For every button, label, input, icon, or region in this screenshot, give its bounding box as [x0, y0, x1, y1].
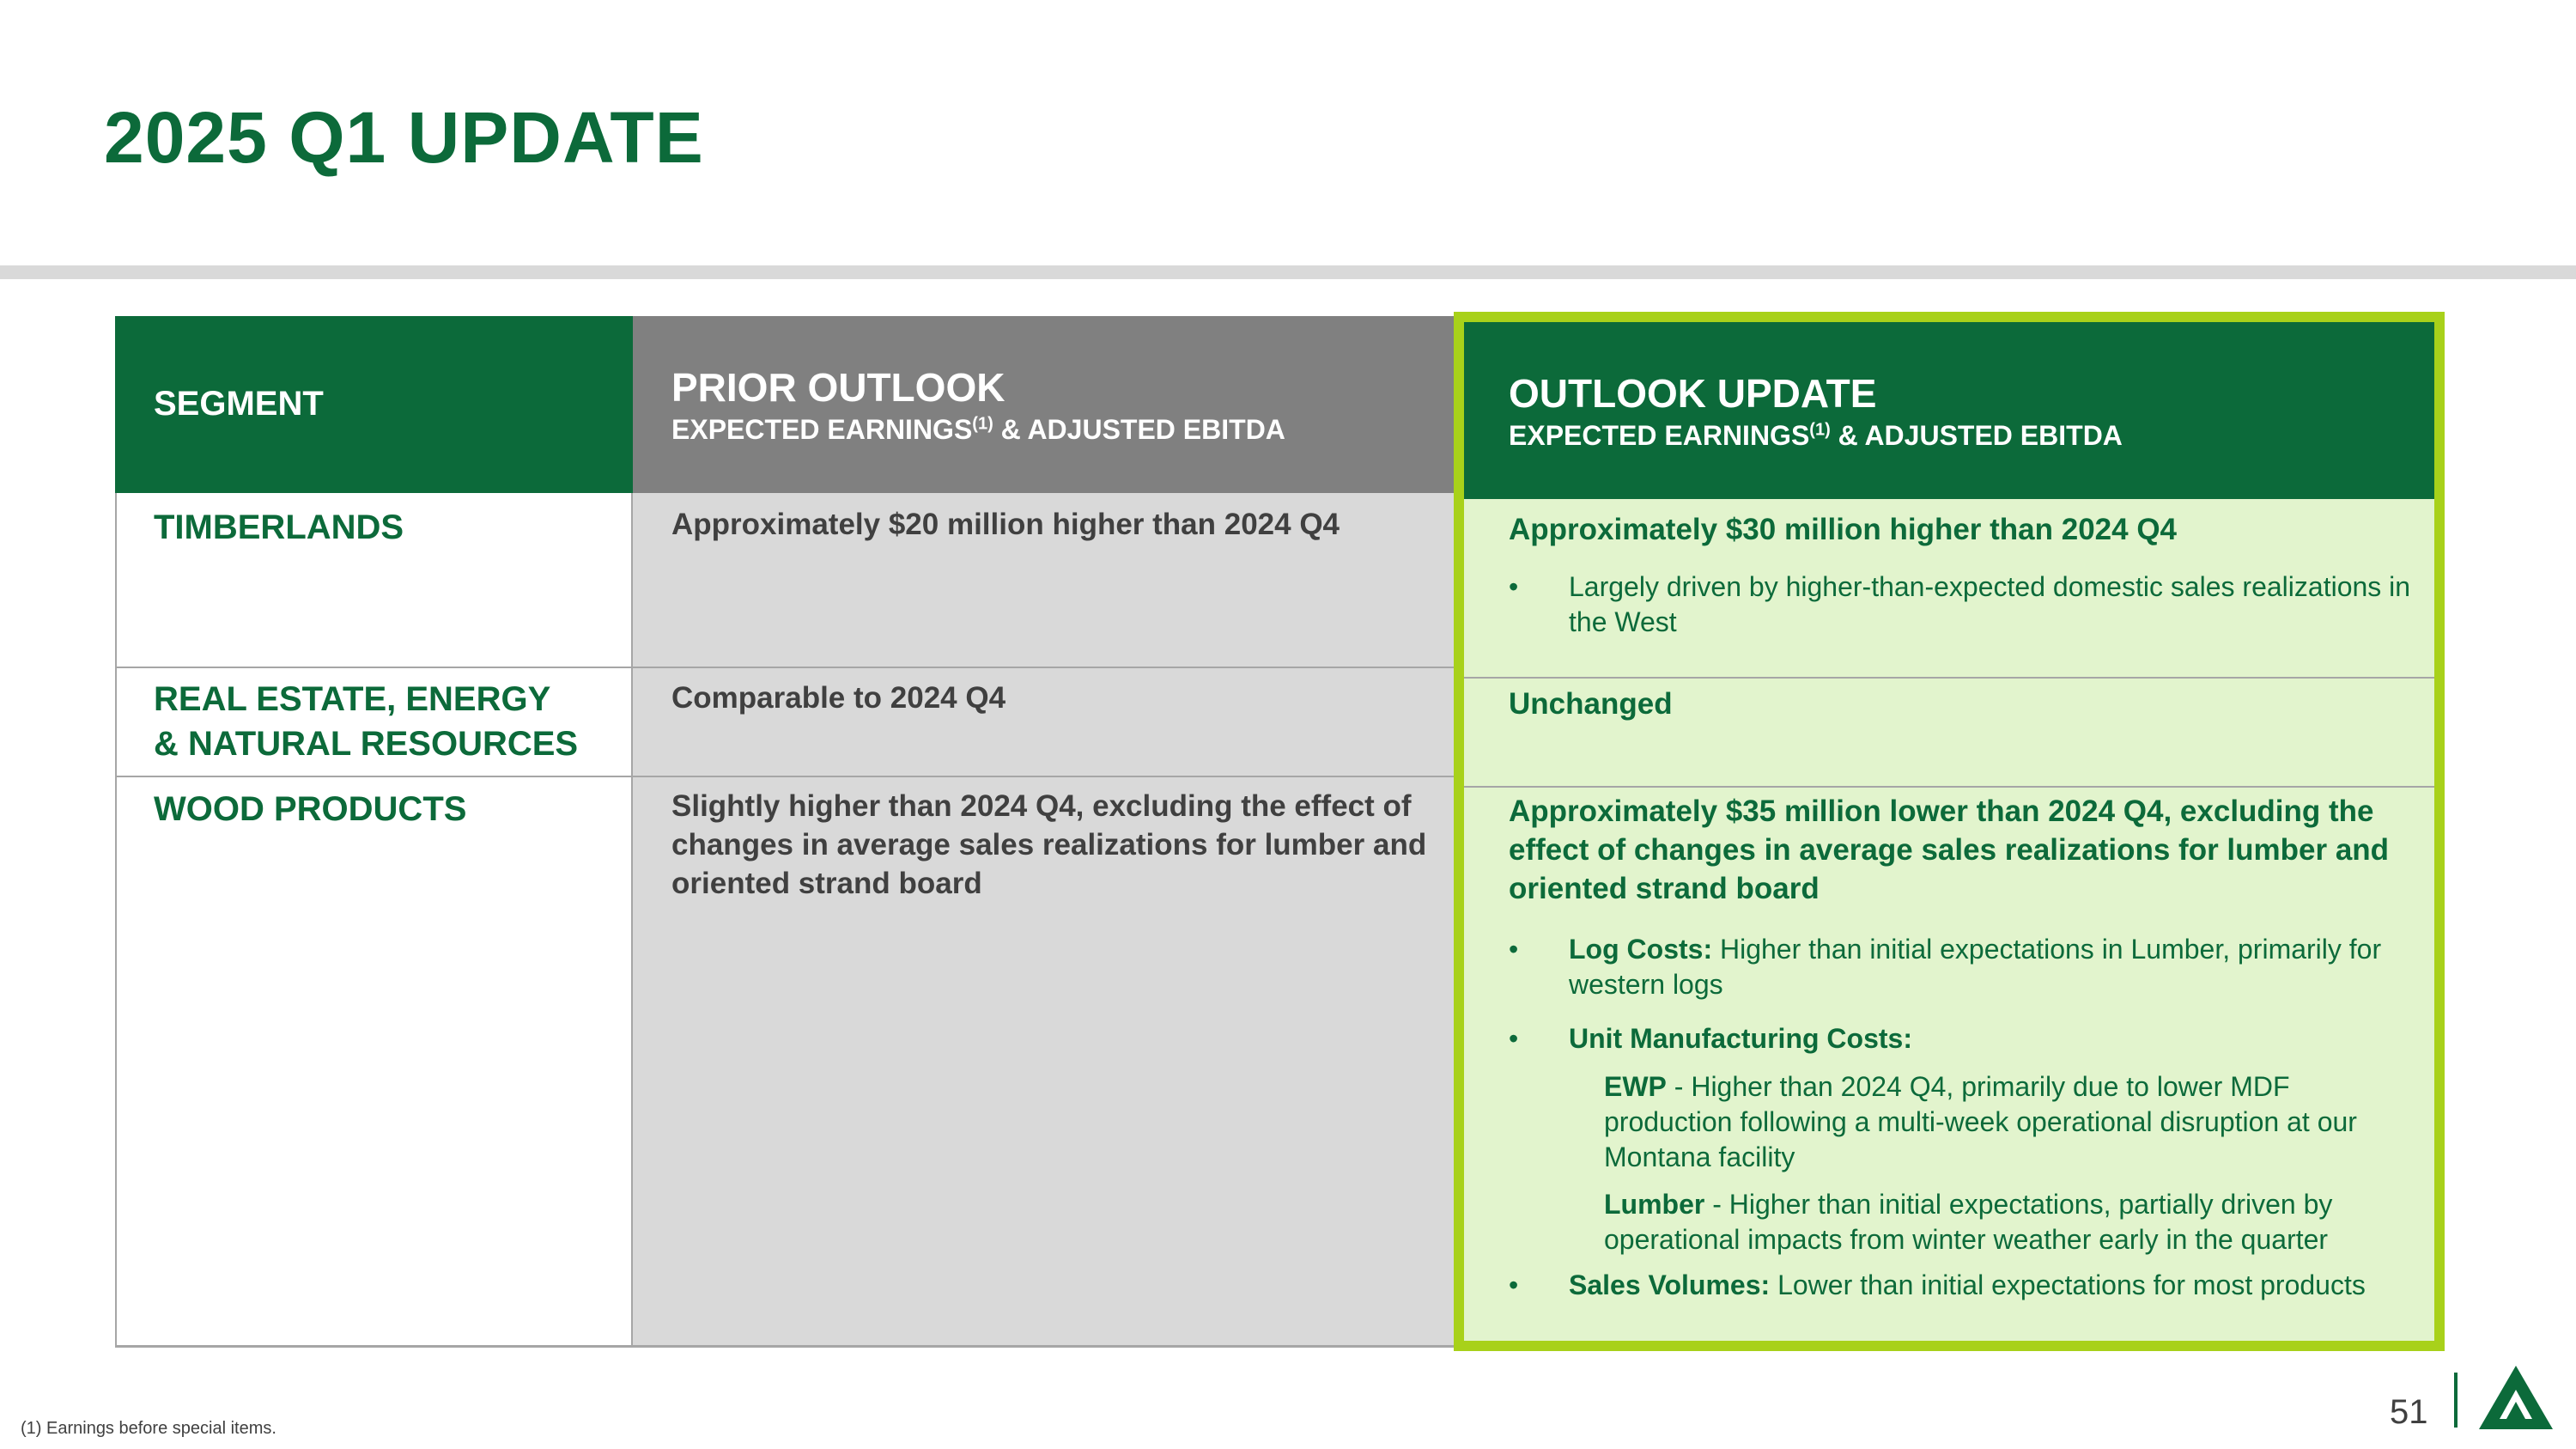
sub-item-ewp: EWP - Higher than 2024 Q4, primarily due to lower MDF production following a multi-week operational disruption at our Montana facility — [1604, 1071, 2357, 1172]
company-logo-icon — [2477, 1364, 2555, 1431]
row-divider — [115, 776, 1459, 777]
segment-wood-products: WOOD PRODUCTS — [154, 790, 467, 828]
page-number: 51 — [2390, 1393, 2428, 1431]
update-real-estate: Unchanged — [1509, 687, 1673, 721]
prior-wood-products: Slightly higher than 2024 Q4, excluding the effect of changes in average sales realizations for lumber and oriented strand board — [671, 789, 1427, 900]
outlook-update-column: OUTLOOK UPDATE EXPECTED EARNINGS$^{(1)}$ & ADJUSTED EBITDA Approximately $30 million higher than 2024 Q4 • Largely driven by higher-than-expected domestic sales realizations in the West Unchanged Approximately $35 million lower than 2024 Q4, excluding the effect of changes in average sales realizations for lumber and oriented strand board • Log Costs: Higher than initial expectations in Lumber, primarily for western logs • Unit Manufacturing Costs: EWP - Higher than 2024 Q4, primarily due to lower MDF production following a multi-week operational disruption at our Montana facility Lumber - Higher than initial expectations, partially driven by operational impacts from winter weather early in the quarter • Sales Volumes: Lower than initial expectations for most products — [1454, 312, 2445, 1351]
outlook-update-header — [1464, 322, 2434, 499]
segment-column — [115, 493, 633, 1347]
segment-timberlands: TIMBERLANDS — [154, 508, 404, 546]
table-bottom-border — [115, 1345, 1459, 1348]
prior-outlook-header — [633, 316, 1459, 493]
update-wood-products: Approximately $35 million lower than 2024 Q4, excluding the effect of changes in average sales realizations for lumber and oriented strand board — [1509, 795, 2390, 905]
row-divider — [1464, 786, 2434, 788]
segment-real-estate: REAL ESTATE, ENERGY & NATURAL RESOURCES — [154, 680, 579, 763]
prior-outlook-title: PRIOR OUTLOOK — [671, 365, 1005, 410]
prior-timberlands: Approximately $20 million higher than 2024 Q4 — [671, 508, 1340, 541]
update-timberlands: Approximately $30 million higher than 2024 Q4 — [1509, 513, 2178, 546]
segment-header-label: SEGMENT — [154, 385, 324, 423]
page-title: 2025 Q1 UPDATE — [104, 97, 704, 178]
outlook-update-subtitle: EXPECTED EARNINGS$^{(1)}$ & ADJUSTED EBITDA — [1509, 420, 2123, 451]
column-separator — [631, 493, 633, 1347]
sub-item-lumber: Lumber - Higher than initial expectations, partially driven by operational impacts from winter weather early in the quarter — [1604, 1189, 2333, 1255]
footnote: (1) Earnings before special items. — [21, 1419, 276, 1438]
title-divider — [0, 265, 2576, 279]
page-number-separator — [2454, 1373, 2458, 1428]
row-divider — [1464, 677, 2434, 679]
segment-header — [115, 316, 633, 493]
row-divider — [115, 667, 1459, 668]
prior-outlook-subtitle: EXPECTED EARNINGS$^{(1)}$ & ADJUSTED EBITDA — [671, 414, 1285, 445]
prior-real-estate: Comparable to 2024 Q4 — [671, 681, 1006, 715]
outlook-update-title: OUTLOOK UPDATE — [1509, 371, 1877, 416]
prior-outlook-column — [633, 493, 1459, 1347]
outlook-table — [115, 316, 1459, 1347]
